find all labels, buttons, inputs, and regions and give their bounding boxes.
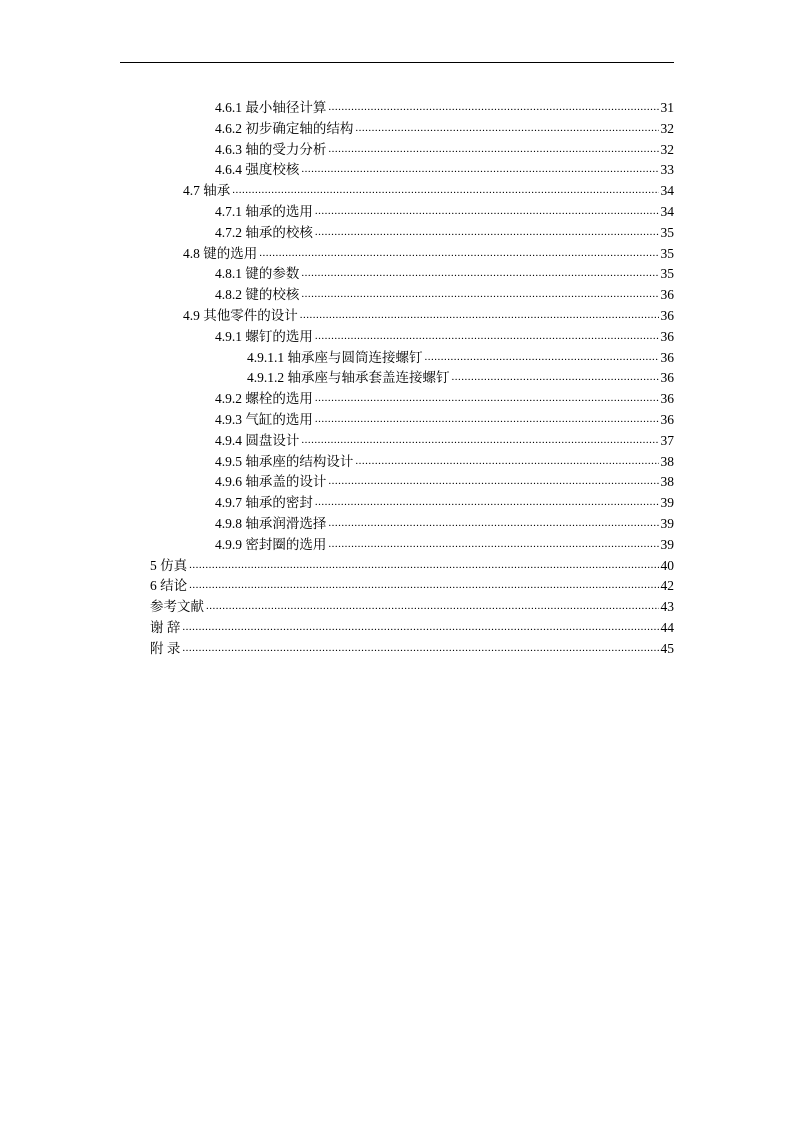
toc-dot-leader bbox=[315, 329, 659, 343]
toc-entry[interactable] bbox=[150, 595, 674, 615]
toc-entry-title: 4.9.2 螺栓的选用 bbox=[215, 391, 313, 407]
toc-entry[interactable] bbox=[215, 138, 674, 158]
toc-page-number: 34 bbox=[660, 204, 674, 219]
toc-dot-leader bbox=[182, 641, 658, 655]
toc-entry-title: 4.8.1 键的参数 bbox=[215, 266, 300, 282]
toc-page-number: 38 bbox=[660, 453, 674, 469]
header-rule bbox=[120, 62, 674, 63]
toc-page-number: 43 bbox=[660, 599, 674, 615]
toc-page-number: 38 bbox=[660, 474, 674, 490]
toc-dot-leader bbox=[301, 266, 658, 280]
toc-page-number: 32 bbox=[660, 120, 674, 136]
toc-entry[interactable] bbox=[215, 158, 674, 178]
toc-page-number: 45 bbox=[660, 640, 674, 656]
toc-entry[interactable] bbox=[150, 637, 674, 657]
toc-entry[interactable] bbox=[215, 325, 674, 345]
toc-dot-leader bbox=[259, 246, 658, 260]
toc-entry[interactable] bbox=[247, 346, 674, 366]
toc-entry-title: 4.9.6 轴承盖的设计 bbox=[215, 474, 327, 490]
toc-dot-leader bbox=[315, 495, 659, 509]
toc-entry-title: 4.9.5 轴承座的结构设计 bbox=[215, 453, 354, 469]
toc-page-number: 40 bbox=[660, 557, 674, 573]
toc-entry[interactable] bbox=[150, 574, 674, 594]
toc-page-number: 31 bbox=[660, 100, 674, 115]
toc-entry-title: 4.6.4 强度校核 bbox=[215, 162, 300, 178]
toc-dot-leader bbox=[206, 599, 659, 613]
toc-dot-leader bbox=[182, 620, 658, 634]
toc-page-number: 36 bbox=[660, 370, 674, 386]
toc-dot-leader bbox=[301, 162, 658, 176]
toc-page-number: 36 bbox=[660, 391, 674, 407]
toc-entry-title: 4.9.4 圆盘设计 bbox=[215, 432, 300, 448]
toc-entry-title: 4.6.2 初步确定轴的结构 bbox=[215, 120, 354, 136]
toc-dot-leader bbox=[452, 370, 659, 384]
toc-dot-leader bbox=[425, 350, 659, 364]
toc-entry-title: 4.9.1.2 轴承座与轴承套盖连接螺钉 bbox=[247, 370, 450, 386]
toc-entry-title: 4.9.1.1 轴承座与圆筒连接螺钉 bbox=[247, 349, 423, 365]
toc-entry[interactable] bbox=[215, 283, 674, 303]
toc-entry[interactable] bbox=[183, 304, 674, 324]
toc-page-number: 42 bbox=[660, 578, 674, 594]
toc-dot-leader bbox=[315, 204, 659, 218]
toc-dot-leader bbox=[355, 121, 658, 135]
toc-dot-leader bbox=[315, 391, 659, 405]
toc-entry-title: 4.9.8 轴承润滑选择 bbox=[215, 516, 327, 531]
toc-entry-title: 5 仿真 bbox=[150, 557, 188, 573]
toc-dot-leader bbox=[232, 183, 658, 197]
toc-entry-title: 4.7 轴承 bbox=[183, 183, 231, 199]
toc-entry[interactable] bbox=[215, 221, 674, 241]
toc-dot-leader bbox=[300, 308, 659, 322]
toc-dot-leader bbox=[315, 225, 659, 239]
toc-page-number: 36 bbox=[660, 328, 674, 344]
toc-entry[interactable] bbox=[183, 179, 674, 199]
toc-entry[interactable] bbox=[215, 117, 674, 137]
toc-page-number: 33 bbox=[660, 162, 674, 178]
toc-page-number: 35 bbox=[660, 245, 674, 261]
toc-page-number: 36 bbox=[660, 349, 674, 365]
toc-entry[interactable] bbox=[150, 554, 674, 574]
toc-entry-title: 4.6.1 最小轴径计算 bbox=[215, 100, 327, 115]
toc-dot-leader bbox=[328, 142, 658, 156]
toc-entry[interactable] bbox=[215, 533, 674, 553]
toc-entry-title: 4.7.1 轴承的选用 bbox=[215, 204, 313, 219]
toc-entry-title: 4.9.7 轴承的密封 bbox=[215, 495, 313, 511]
toc-entry[interactable] bbox=[215, 387, 674, 407]
toc-entry-title: 4.9.1 螺钉的选用 bbox=[215, 328, 313, 344]
toc-dot-leader bbox=[328, 516, 658, 530]
toc-dot-leader bbox=[189, 558, 658, 572]
toc-page-number: 37 bbox=[660, 432, 674, 448]
toc-entry[interactable] bbox=[215, 512, 674, 532]
toc-entry[interactable] bbox=[150, 616, 674, 636]
toc-page-number: 36 bbox=[660, 412, 674, 427]
toc-page-number: 34 bbox=[660, 183, 674, 199]
toc-entry[interactable] bbox=[215, 408, 674, 428]
toc-entry-title: 4.8 键的选用 bbox=[183, 245, 258, 261]
toc-entry[interactable] bbox=[183, 242, 674, 262]
toc-entry[interactable] bbox=[215, 262, 674, 282]
toc-dot-leader bbox=[355, 454, 658, 468]
toc-dot-leader bbox=[328, 474, 658, 488]
toc-entry-title: 4.9.3 气缸的选用 bbox=[215, 412, 313, 427]
toc-entry-title: 谢 辞 bbox=[150, 620, 181, 635]
toc-entry-title: 附 录 bbox=[150, 640, 181, 656]
toc-page-number: 39 bbox=[660, 495, 674, 511]
toc-page-number: 32 bbox=[660, 141, 674, 157]
toc-page-number: 44 bbox=[660, 620, 674, 635]
toc-page-number: 36 bbox=[660, 308, 674, 323]
toc-entry-title: 4.9 其他零件的设计 bbox=[183, 308, 298, 323]
toc-entry[interactable] bbox=[247, 366, 674, 386]
toc-dot-leader bbox=[301, 433, 658, 447]
toc-entry-title: 6 结论 bbox=[150, 578, 188, 594]
toc-dot-leader bbox=[301, 287, 658, 301]
toc-page-number: 35 bbox=[660, 266, 674, 282]
toc-page-number: 39 bbox=[660, 536, 674, 552]
toc-dot-leader bbox=[315, 412, 659, 426]
toc-entry[interactable] bbox=[215, 470, 674, 490]
toc-entry-title: 4.6.3 轴的受力分析 bbox=[215, 141, 327, 157]
toc-dot-leader bbox=[189, 578, 658, 592]
toc-entry-title: 4.8.2 键的校核 bbox=[215, 287, 300, 303]
toc-page-number: 35 bbox=[660, 224, 674, 240]
toc-entry[interactable] bbox=[215, 491, 674, 511]
toc-entry[interactable] bbox=[215, 450, 674, 470]
toc-entry[interactable] bbox=[215, 96, 674, 116]
toc-entry[interactable] bbox=[215, 429, 674, 449]
toc-page-number: 39 bbox=[660, 516, 674, 531]
toc-dot-leader bbox=[328, 100, 658, 114]
toc-dot-leader bbox=[328, 537, 658, 551]
toc-page-number: 36 bbox=[660, 287, 674, 303]
toc-entry-title: 4.7.2 轴承的校核 bbox=[215, 224, 313, 240]
toc-entry-title: 4.9.9 密封圈的选用 bbox=[215, 536, 327, 552]
toc-entry[interactable] bbox=[215, 200, 674, 220]
toc-entry-title: 参考文献 bbox=[150, 599, 204, 615]
